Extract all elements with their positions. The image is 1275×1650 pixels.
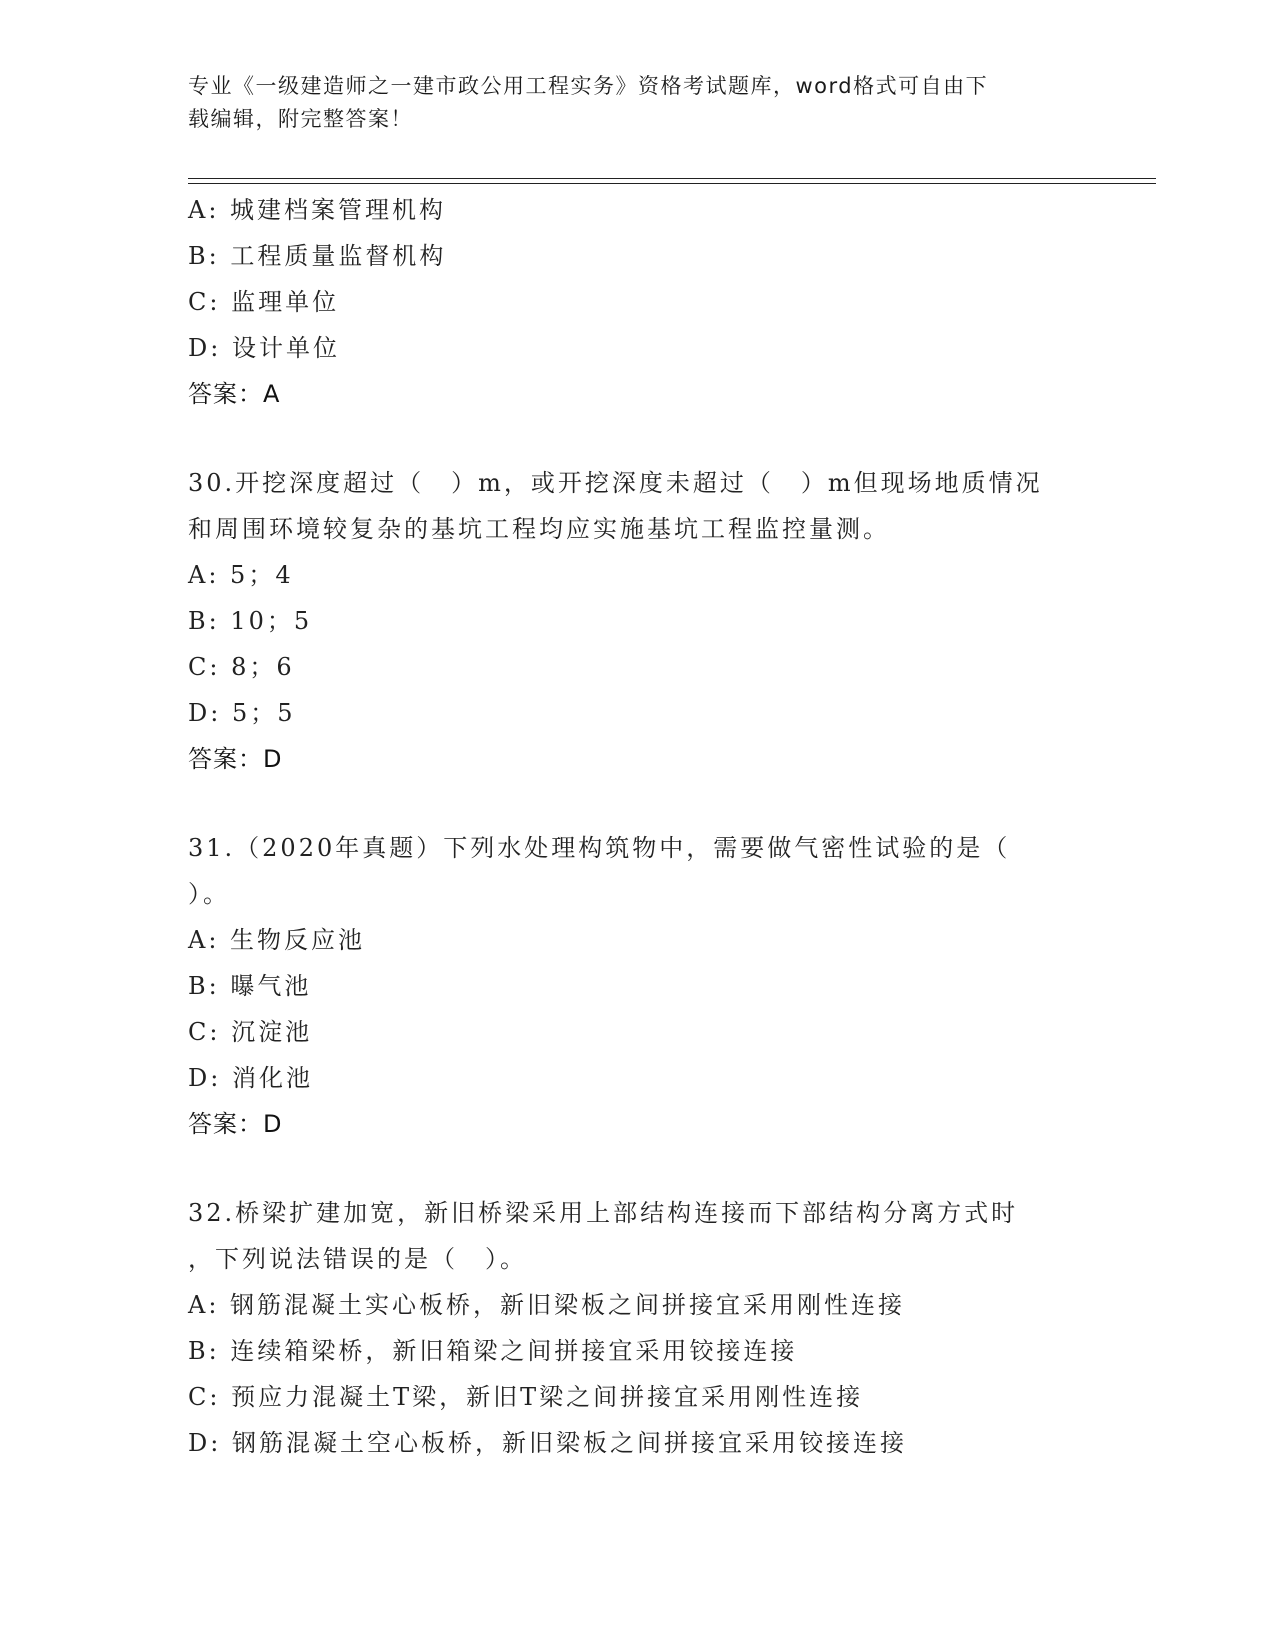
option-a: A: 钢筋混凝土实心板桥，新旧梁板之间拼接宜采用刚性连接	[188, 1291, 906, 1319]
question-list	[188, 187, 1148, 1466]
header-line-1: 专业《一级建造师之一建市政公用工程实务》资格考试题库，word格式可自由下	[188, 74, 989, 98]
question-32	[188, 1190, 1148, 1466]
question-text-line-1: 32.桥梁扩建加宽，新旧桥梁采用上部结构连接而下部结构分离方式时	[188, 1199, 1019, 1227]
spacer	[188, 1147, 1148, 1190]
option-d: D: 钢筋混凝土空心板桥，新旧梁板之间拼接宜采用铰接连接	[188, 1429, 907, 1457]
option-b: B: 连续箱梁桥，新旧箱梁之间拼接宜采用铰接连接	[188, 1337, 798, 1365]
question-29	[188, 187, 1148, 417]
document-header	[188, 70, 1068, 136]
question-text-line-1: 30.开挖深度超过（ ）m，或开挖深度未超过（ ）m但现场地质情况	[188, 469, 1043, 497]
option-c: C: 监理单位	[188, 288, 340, 316]
option-a: A: 城建档案管理机构	[188, 196, 447, 224]
spacer	[188, 417, 1148, 460]
question-30	[188, 460, 1148, 782]
question-text-line-2: 和周围环境较复杂的基坑工程均应实施基坑工程监控量测。	[188, 515, 890, 543]
option-b: B: 曝气池	[188, 972, 312, 1000]
option-d: D: 5；5	[188, 699, 296, 727]
answer-line: 答案：D	[188, 745, 283, 773]
question-text-line-2: ，下列说法错误的是（ ）。	[188, 1245, 527, 1273]
header-divider-top	[188, 178, 1156, 179]
option-b: B: 工程质量监督机构	[188, 242, 447, 270]
option-b: B: 10；5	[188, 607, 313, 635]
header-divider-bottom	[188, 183, 1156, 184]
question-text-line-1: 31.（2020年真题）下列水处理构筑物中，需要做气密性试验的是（	[188, 834, 1011, 862]
option-d: D: 设计单位	[188, 334, 340, 362]
spacer	[188, 782, 1148, 825]
question-31	[188, 825, 1148, 1147]
option-c: C: 沉淀池	[188, 1018, 313, 1046]
option-c: C: 预应力混凝土T梁，新旧T梁之间拼接宜采用刚性连接	[188, 1383, 864, 1411]
answer-line: 答案：A	[188, 380, 281, 408]
option-a: A: 5；4	[188, 561, 294, 589]
question-text-line-2: ）。	[188, 880, 230, 908]
answer-line: 答案：D	[188, 1110, 283, 1138]
option-d: D: 消化池	[188, 1064, 313, 1092]
option-a: A: 生物反应池	[188, 926, 366, 954]
header-line-2: 载编辑，附完整答案！	[188, 107, 413, 131]
option-c: C: 8；6	[188, 653, 295, 681]
